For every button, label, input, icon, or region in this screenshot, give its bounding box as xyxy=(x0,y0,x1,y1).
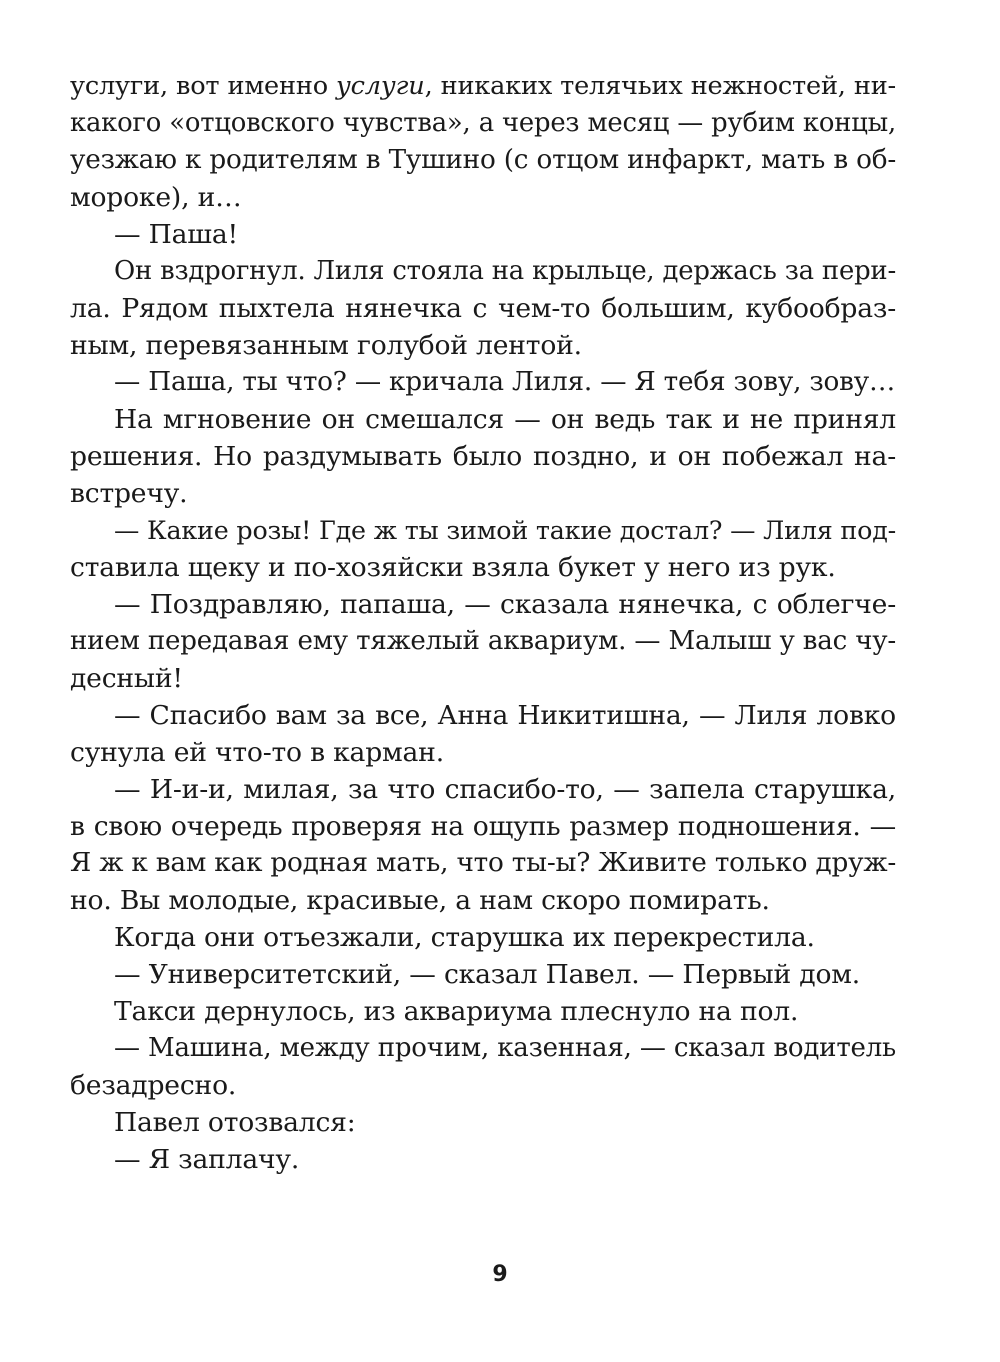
text-line: — Я заплачу. xyxy=(114,1144,300,1175)
text-line: Я ж к вам как родная мать, что ты-ы? Живите только друж- xyxy=(70,848,897,878)
emphasized-word: услуги xyxy=(336,71,425,101)
text-line: безадресно. xyxy=(70,1070,237,1101)
text-line: ла. Рядом пыхтела нянечка с чем-то большим, кубообраз- xyxy=(70,293,896,324)
text-line: ным, перевязанным голубой лентой. xyxy=(70,330,582,361)
text-line: в свою очередь проверяя на ощупь размер подношения. — xyxy=(70,811,896,842)
text-line: встречу. xyxy=(70,478,188,509)
text-line: — Спасибо вам за все, Анна Никитишна, — Лиля ловко xyxy=(114,700,896,731)
text-line: Такси дернулось, из аквариума плеснуло на пол. xyxy=(114,996,799,1027)
text-line: На мгновение он смешался — он ведь так и не принял xyxy=(114,404,896,435)
text-line: — Какие розы! Где ж ты зимой такие достал? — Лиля под- xyxy=(114,515,896,545)
text-line: Когда они отъезжали, старушка их перекрестила. xyxy=(114,922,815,953)
text-line: — Машина, между прочим, казенная, — сказал водитель xyxy=(114,1033,896,1063)
text-line: — Университетский, — сказал Павел. — Первый дом. xyxy=(114,959,861,990)
text-line: нием передавая ему тяжелый аквариум. — Малыш у вас чу- xyxy=(70,626,896,656)
text-line: — Паша, ты что? — кричала Лиля. — Я тебя зову, зову… xyxy=(114,367,896,397)
text-line: уезжаю к родителям в Тушино (с отцом инфаркт, мать в об- xyxy=(70,145,896,175)
text-line: Он вздрогнул. Лиля стояла на крыльце, держась за пери- xyxy=(114,256,896,286)
text-line: решения. Но раздумывать было поздно, и он побежал на- xyxy=(70,441,896,472)
page-number: 9 xyxy=(492,1262,508,1287)
text-line: десный! xyxy=(70,663,183,694)
text-line: мороке), и… xyxy=(70,182,242,213)
text-line: услуги, вот именно услуги, никаких телячьих нежностей, ни- xyxy=(70,71,896,101)
body-text xyxy=(70,68,896,1178)
text-line: ставила щеку и по-хозяйски взяла букет у него из рук. xyxy=(70,552,836,583)
text-line: какого «отцовского чувства», а через месяц — рубим концы, xyxy=(70,108,896,138)
text-line: — И-и-и, милая, за что спасибо-то, — запела старушка, xyxy=(114,774,896,805)
text-line: сунула ей что-то в карман. xyxy=(70,737,444,768)
text-line: — Поздравляю, папаша, — сказала нянечка, с облегче- xyxy=(114,589,896,620)
text-line: — Паша! xyxy=(114,219,238,250)
text-line: Павел отозвался: xyxy=(114,1107,356,1138)
text-line: но. Вы молодые, красивые, а нам скоро помирать. xyxy=(70,885,770,916)
